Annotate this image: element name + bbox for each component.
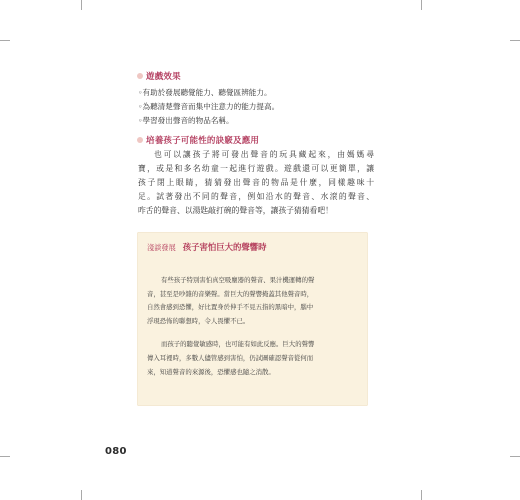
crop-mark-bottom-right xyxy=(421,490,422,500)
box-body xyxy=(147,274,358,379)
box-title: 孩子害怕巨大的聲響時 xyxy=(182,242,267,252)
crop-mark-bottom-left xyxy=(81,490,82,500)
box-tag: 淺談發展 xyxy=(147,243,176,252)
box-line: 來，知道聲音的來源後，恐懼感也隨之消散。 xyxy=(147,367,275,376)
paragraph-line: 孩子閉上眼睛，猜猜發出聲音的物品是什麼，同樣趣味十 xyxy=(138,178,374,188)
development-note-box xyxy=(137,232,368,406)
white-circle-bullet-icon: ◦ xyxy=(138,88,143,97)
effects-list xyxy=(138,86,378,128)
tips-paragraph xyxy=(138,148,374,218)
box-line: 自然會感到恐懼，好比置身於伸手不見五指的黑暗中，腦中 xyxy=(147,303,314,312)
pink-dot-icon xyxy=(137,137,143,143)
section-heading-tips xyxy=(137,134,259,146)
box-line: 傳入耳裡時，多數人儘管感到害怕，仍試圖確認聲音從何而 xyxy=(147,353,314,362)
crop-mark-right-top xyxy=(510,40,520,41)
pink-dot-icon xyxy=(137,73,143,79)
paragraph-line: 也可以讓孩子將可發出聲音的玩具藏起來，由媽媽尋 xyxy=(154,150,374,159)
box-line: 而孩子的聽覺敏感時，也可能有如此反應。巨大的聲響 xyxy=(161,340,315,349)
paragraph-line: 寶，或是和多名幼童一起進行遊戲。遊戲還可以更簡單，讓 xyxy=(138,164,374,174)
list-item xyxy=(138,100,378,114)
list-item-text: 有助於發展聽覺能力、聽覺區辨能力。 xyxy=(142,88,272,97)
paragraph-line: 足。試著發出不同的聲音，例如沿水的聲音、水滾的聲音、 xyxy=(138,192,374,202)
crop-mark-top-left xyxy=(81,0,82,10)
crop-mark-right-bottom xyxy=(510,456,520,457)
list-item xyxy=(138,86,378,100)
section-heading-game-effects xyxy=(137,70,181,82)
crop-mark-left-top xyxy=(0,40,10,41)
paragraph-line: 咋舌的聲音、以湯匙敲打碗的聲音等，讓孩子猜猜看吧！ xyxy=(138,206,333,216)
box-line: 有些孩子特別害怕真空吸塵器的聲音、果汁機運轉的聲 xyxy=(161,276,315,284)
box-line: 浮現恐怖的聯想時，令人畏懼不已。 xyxy=(147,316,250,325)
crop-mark-left-bottom xyxy=(0,456,10,457)
list-item-text: 為聽清楚聲音而集中注意力的能力提高。 xyxy=(142,102,280,111)
white-circle-bullet-icon: ◦ xyxy=(138,116,143,125)
section-heading-label: 遊戲效果 xyxy=(146,72,181,82)
paragraph-gap xyxy=(147,328,358,338)
section-heading-label: 培養孩子可能性的訣竅及應用 xyxy=(146,136,260,146)
white-circle-bullet-icon: ◦ xyxy=(138,102,143,111)
box-line: 音，甚至是吵雜的音樂聲。當巨大的聲響掩蓋其他聲音時， xyxy=(147,289,314,298)
list-item xyxy=(138,114,378,128)
page-number: 080 xyxy=(105,446,127,457)
box-header xyxy=(147,241,267,253)
crop-mark-top-right xyxy=(421,0,422,10)
list-item-text: 學習發出聲音的物品名稱。 xyxy=(142,116,234,125)
